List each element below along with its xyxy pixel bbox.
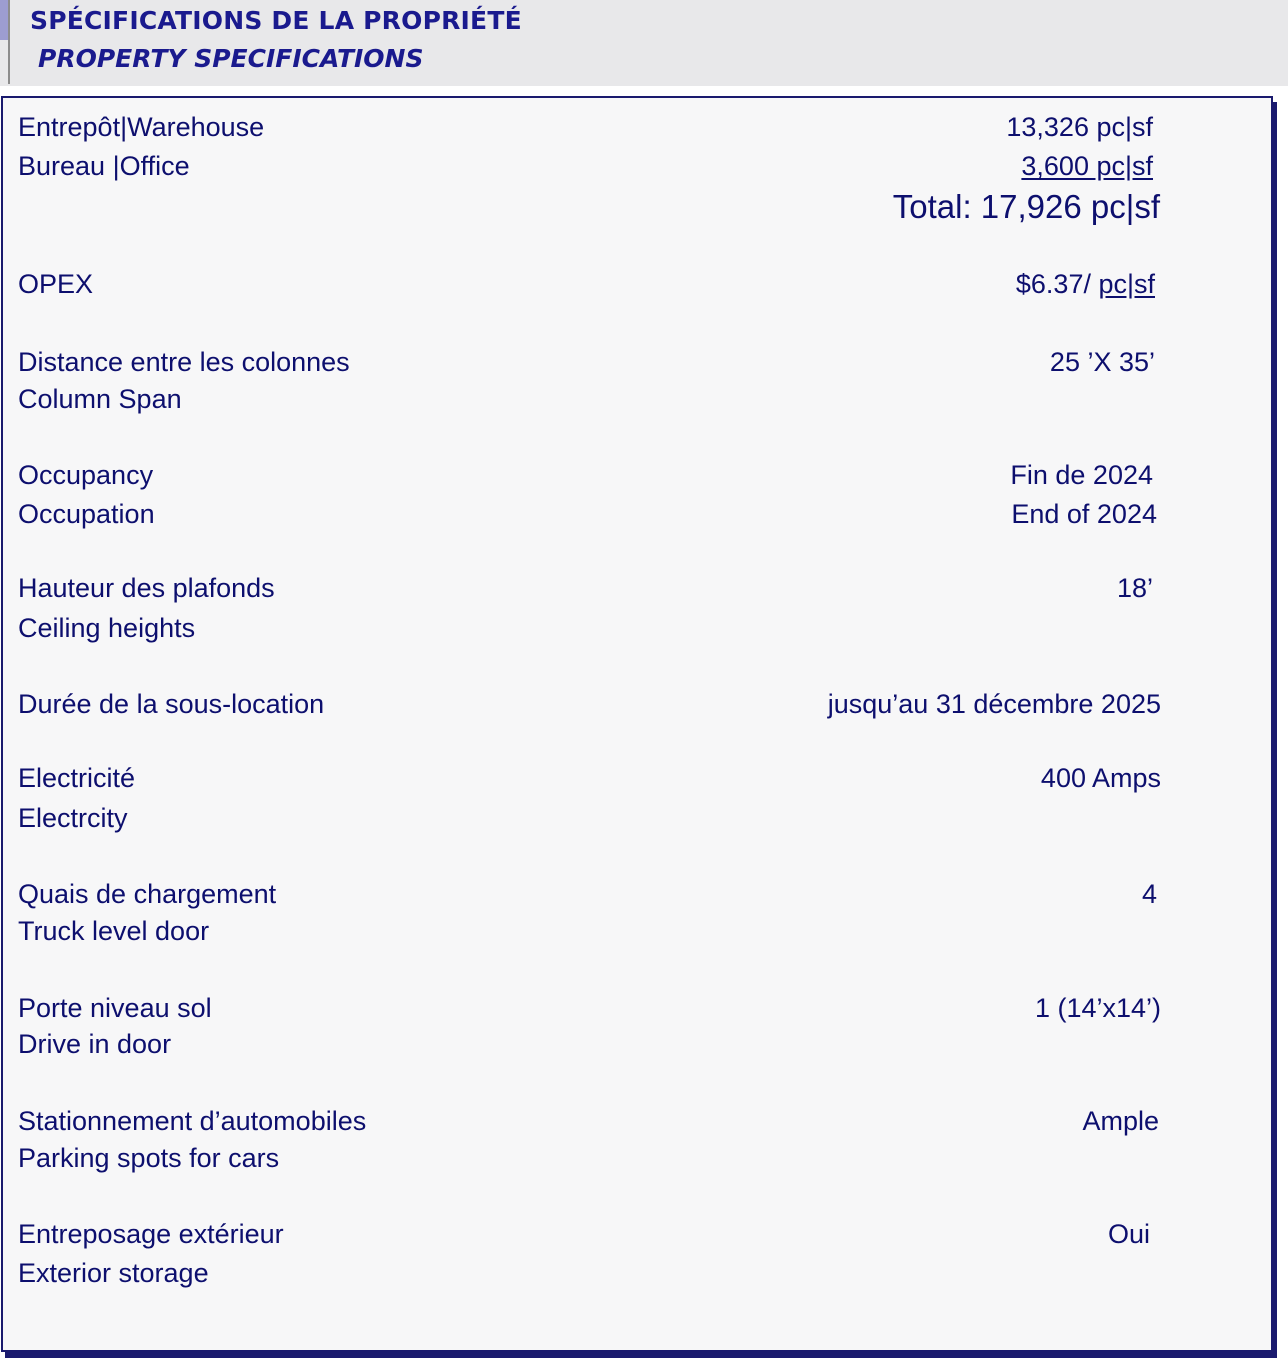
opex-value — [1016, 271, 1155, 298]
loading-docks-label-fr: Quais de chargement — [18, 879, 277, 909]
header-divider — [8, 0, 10, 84]
occupancy-value-en: End of 2024 — [1011, 499, 1157, 529]
ceiling-label-fr: Hauteur des plafonds — [18, 573, 275, 603]
warehouse-label: Entrepôt|Warehouse — [18, 112, 265, 142]
column-span-label-fr: Distance entre les colonnes — [18, 347, 350, 377]
office-label: Bureau |Office — [18, 151, 190, 181]
occupancy-label: Occupancy — [18, 460, 154, 490]
section-header — [0, 0, 1288, 86]
parking-label-en: Parking spots for cars — [18, 1143, 280, 1173]
column-span-value: 25 ’X 35’ — [1049, 347, 1155, 377]
column-span-label-en: Column Span — [18, 384, 182, 414]
occupation-label: Occupation — [18, 499, 155, 529]
warehouse-value: 13,326 pc|sf — [1006, 112, 1153, 142]
opex-unit: pc|sf — [1098, 269, 1155, 299]
title-french: SPÉCIFICATIONS DE LA PROPRIÉTÉ — [30, 6, 522, 35]
ceiling-label-en: Ceiling heights — [18, 613, 196, 643]
loading-docks-value: 4 — [1141, 879, 1157, 909]
electricity-label-en: Electrcity — [18, 803, 128, 833]
sublease-value: jusqu’au 31 décembre 2025 — [827, 689, 1161, 719]
exterior-storage-label-en: Exterior storage — [18, 1258, 209, 1288]
total-area: Total: 17,926 pc|sf — [892, 188, 1160, 225]
opex-label: OPEX — [18, 269, 94, 299]
office-value: 3,600 pc|sf — [1021, 151, 1153, 181]
parking-value: Ample — [1082, 1106, 1159, 1136]
sublease-label: Durée de la sous-location — [18, 689, 325, 719]
drive-in-label-en: Drive in door — [18, 1029, 172, 1059]
title-english: PROPERTY SPECIFICATIONS — [38, 44, 424, 73]
exterior-storage-label-fr: Entreposage extérieur — [18, 1219, 284, 1249]
drive-in-value: 1 (14’x14’) — [1034, 993, 1161, 1023]
exterior-storage-value: Oui — [1107, 1219, 1150, 1249]
occupancy-value-fr: Fin de 2024 — [1010, 460, 1153, 490]
loading-docks-label-en: Truck level door — [18, 916, 210, 946]
opex-amount: $6.37/ — [1015, 269, 1099, 299]
drive-in-label-fr: Porte niveau sol — [18, 993, 212, 1023]
parking-label-fr: Stationnement d’automobiles — [18, 1106, 367, 1136]
header-accent-bar — [0, 0, 8, 40]
ceiling-value: 18’ — [1116, 573, 1153, 603]
electricity-value: 400 Amps — [1040, 763, 1161, 793]
electricity-label-fr: Electricité — [18, 763, 136, 793]
